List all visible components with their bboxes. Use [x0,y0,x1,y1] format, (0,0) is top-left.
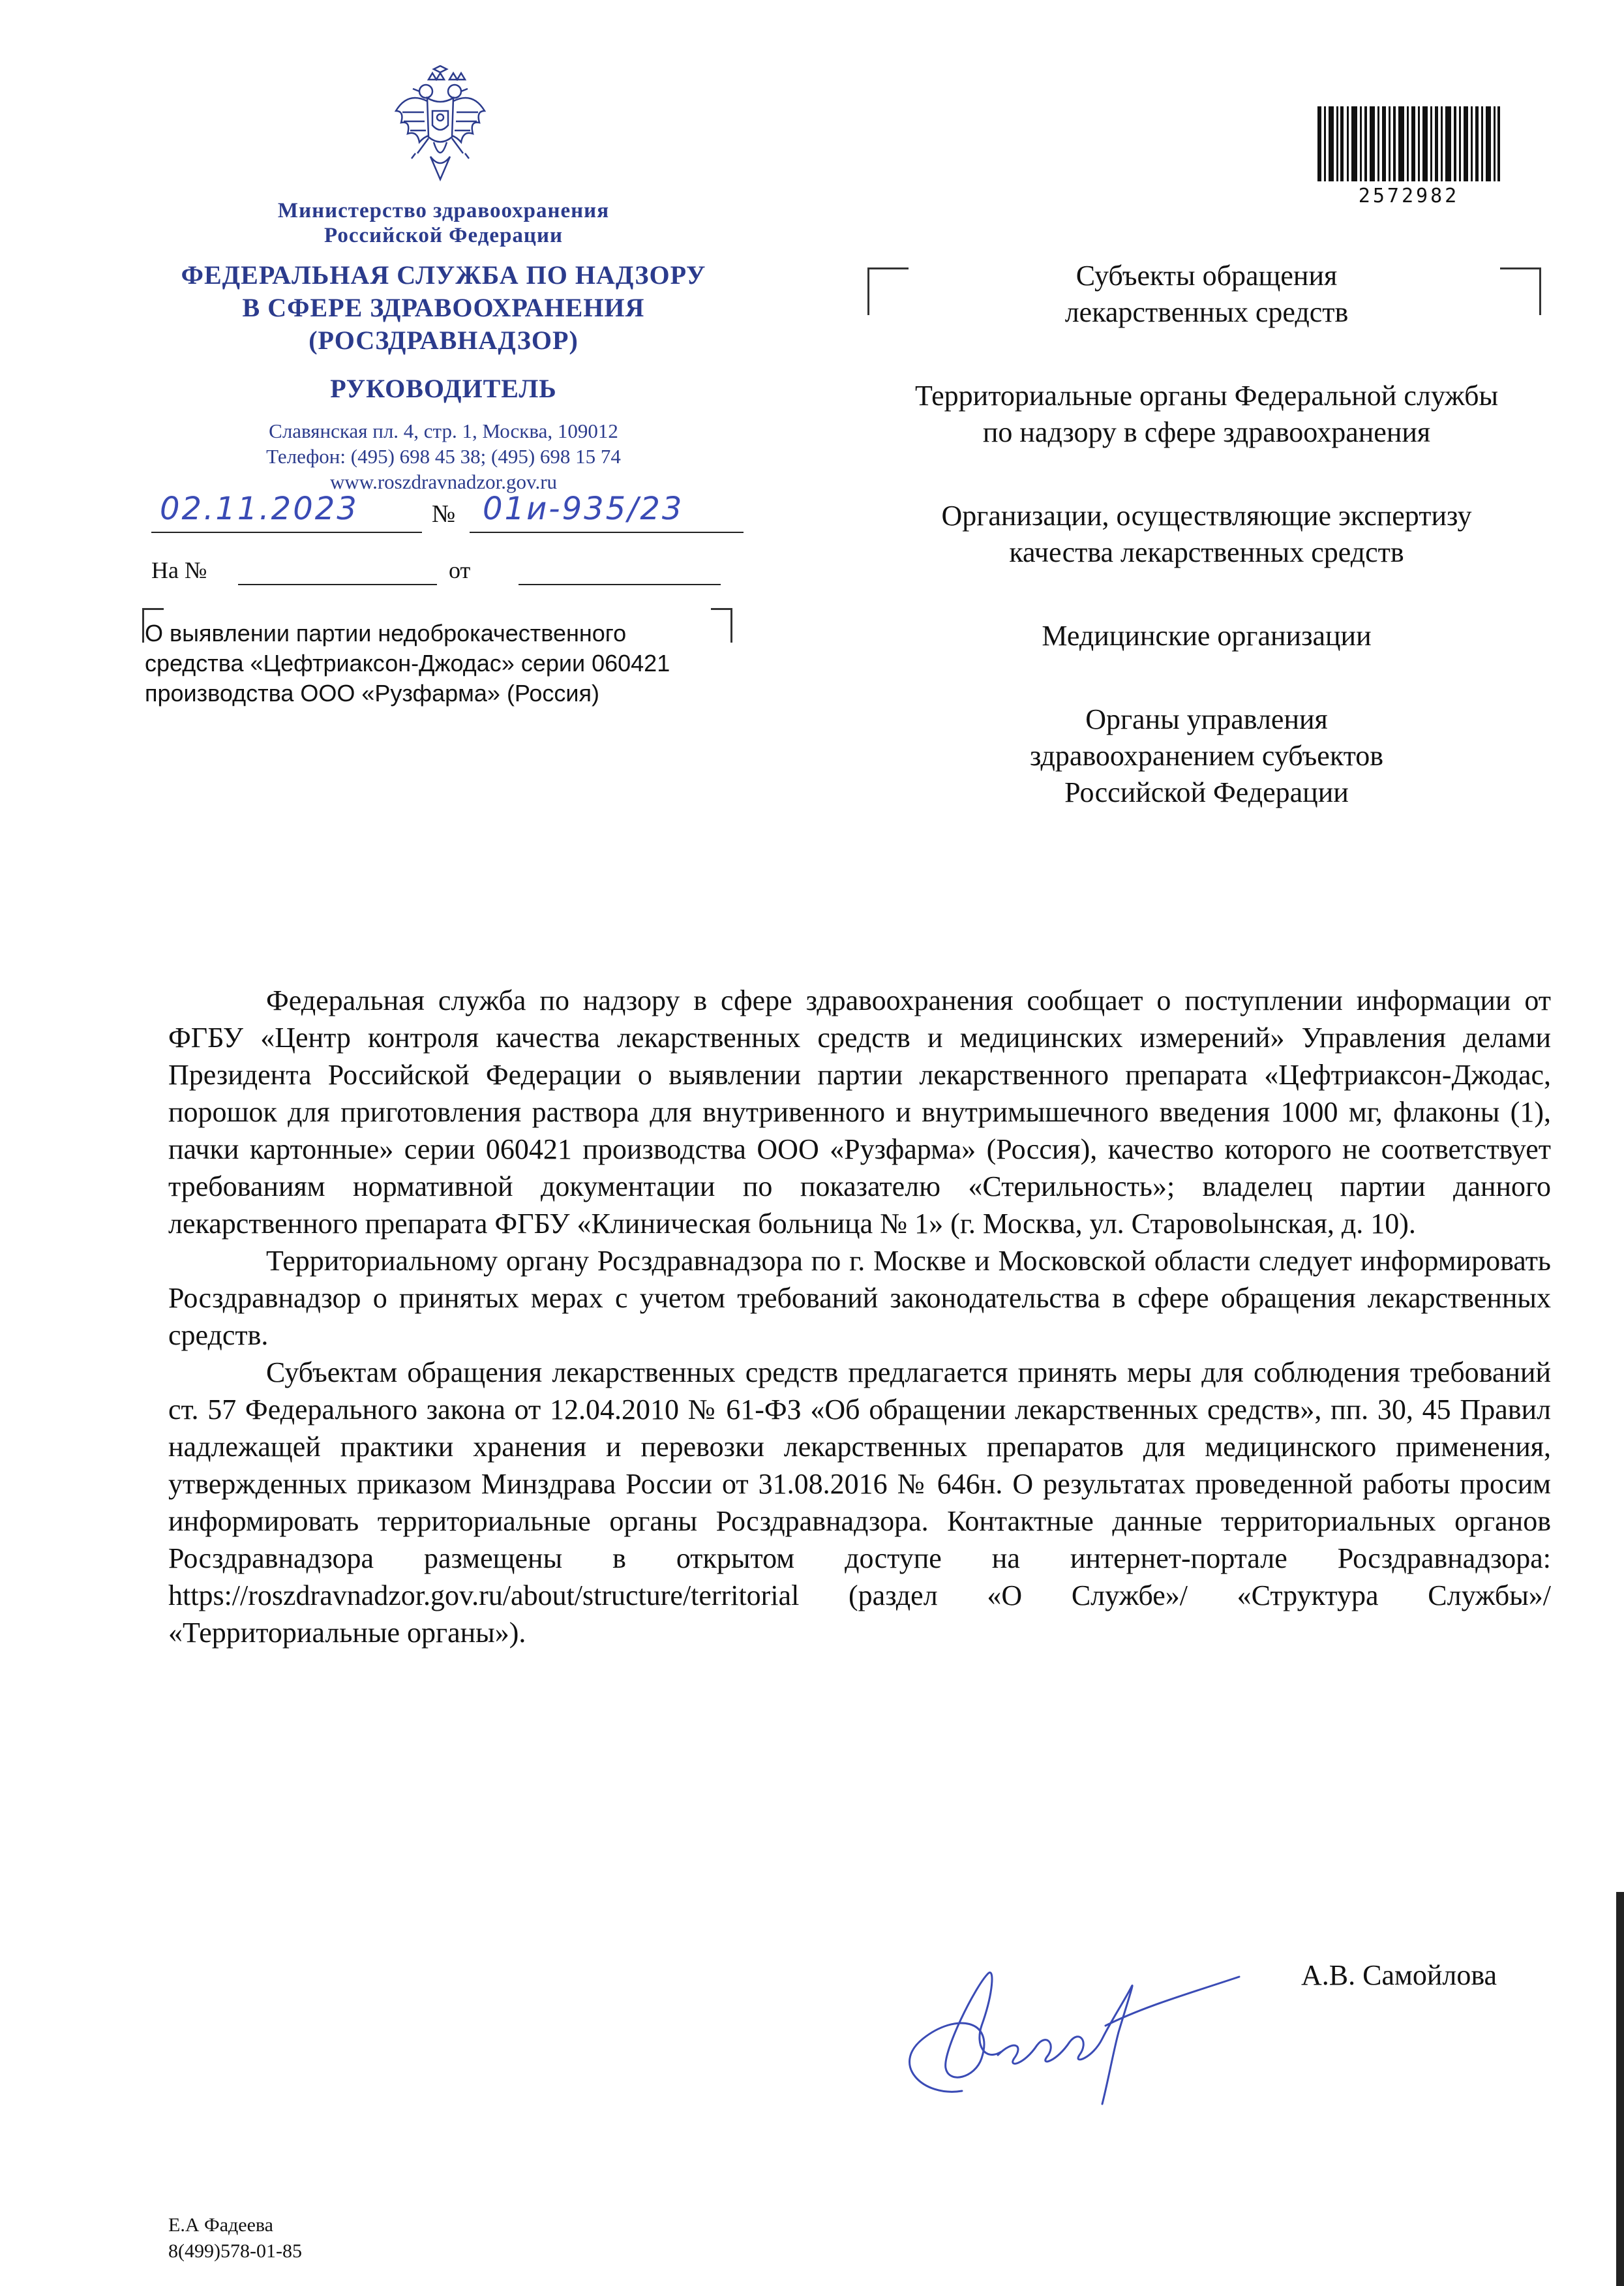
recipient-item: Территориальные органы Федеральной службы по надзору в сфере здравоохранения [914,380,1499,448]
recipient-item: Организации, осуществляющие экспертизу качества лекарственных средств [941,500,1472,568]
address: Славянская пл. 4, стр. 1, Москва, 109012 [269,419,618,442]
letter-body [168,982,1551,1651]
handwritten-signature [884,1947,1249,2130]
executor-name: Е.А Фадеева [168,2214,273,2236]
website: www.roszdravnadzor.gov.ru [329,470,558,493]
service-line1: ФЕДЕРАЛЬНАЯ СЛУЖБА ПО НАДЗОРУ [181,260,706,290]
executor-phone: 8(499)578-01-85 [168,2240,302,2262]
subject-line1: О выявлении партии недоброкачественного [145,620,627,647]
recipient-item: Медицинские организации [1042,620,1372,652]
body-paragraph-2: Территориальному органу Росздравнадзора по г. Москве и Московской области следует информировать Росздравнадзор о принятых мерах с учетом требований законодательства в сфере обращения лекарственных средств. [168,1245,1551,1351]
head-title: РУКОВОДИТЕЛЬ [330,374,557,403]
barcode [1317,106,1500,181]
recipients-block [900,258,1513,858]
ministry-line2: Российской Федерации [324,224,563,247]
recipient-item: Органы управления здравоохранением субъектов Российской Федерации [1029,703,1384,808]
ot-label: от [449,557,471,583]
barcode-number: 2572982 [1358,185,1460,207]
reg-number: 01и-935/23 [483,491,684,527]
reg-number-sign: № [432,500,456,528]
reg-date: 02.11.2023 [160,491,359,527]
recipient-item: Субъекты обращения лекарственных средств [1064,260,1349,328]
subject [145,618,745,709]
phone: Телефон: (495) 698 45 38; (495) 698 15 74 [266,445,621,468]
ministry-line1: Министерство здравоохранения [277,199,610,222]
service-line3: (РОСЗДРАВНАДЗОР) [308,326,579,355]
subject-line2: средства «Цефтриаксон-Джодас» серии 060421 [145,650,670,677]
coat-of-arms-emblem [388,65,492,186]
signatory-name: А.В. Самойлова [1301,1959,1497,1991]
body-paragraph-1: Федеральная служба по надзору в сфере здравоохранения сообщает о поступлении информации от ФГБУ «Центр контроля качества лекарственных средств и медицинских измерений» Управления делами Президента Российской Федерации о выявлении партии лекарственного препарата «Цефтриаксон-Джодас, порошок для приготовления раствора для внутривенного и внутримышечного введения 1000 мг, флаконы (1), пачки картонные» серии 060421 производства ООО «Рузфарма» (Россия), качество которого не соответствует требованиям нормативной документации по показателю «Стерильность»; владелец партии данного лекарственного препарата ФГБУ «Клиническая больница № 1» (г. Москва, ул. Старовolынская, д. 10). [168,984,1551,1240]
scan-edge [1616,1892,1624,2286]
body-paragraph-3: Субъектам обращения лекарственных средств предлагается принять меры для соблюдения требований ст. 57 Федерального закона от 12.04.2010 № 61-ФЗ «Об обращении лекарственных средств», пп. 30, 45 Правил надлежащей практики хранения и перевозки лекарственных препаратов для медицинского применения, утвержденных приказом Минздрава России от 31.08.2016 № 646н. О результатах проведенной работы просим информировать территориальные органы Росздравнадзора. Контактные данные территориальных органов Росздравнадзора размещены в открытом доступе на интернет-портале Росздравнадзора: https://roszdravnadzor.gov.ru/about/structure/territorial (раздел «О Службе»/ «Структура Службы»/ «Территориальные органы»). [168,1356,1551,1649]
subject-line3: производства ООО «Рузфарма» (Россия) [145,680,599,707]
service-line2: В СФЕРЕ ЗДРАВООХРАНЕНИЯ [242,293,645,322]
na-label: На № [151,557,207,583]
